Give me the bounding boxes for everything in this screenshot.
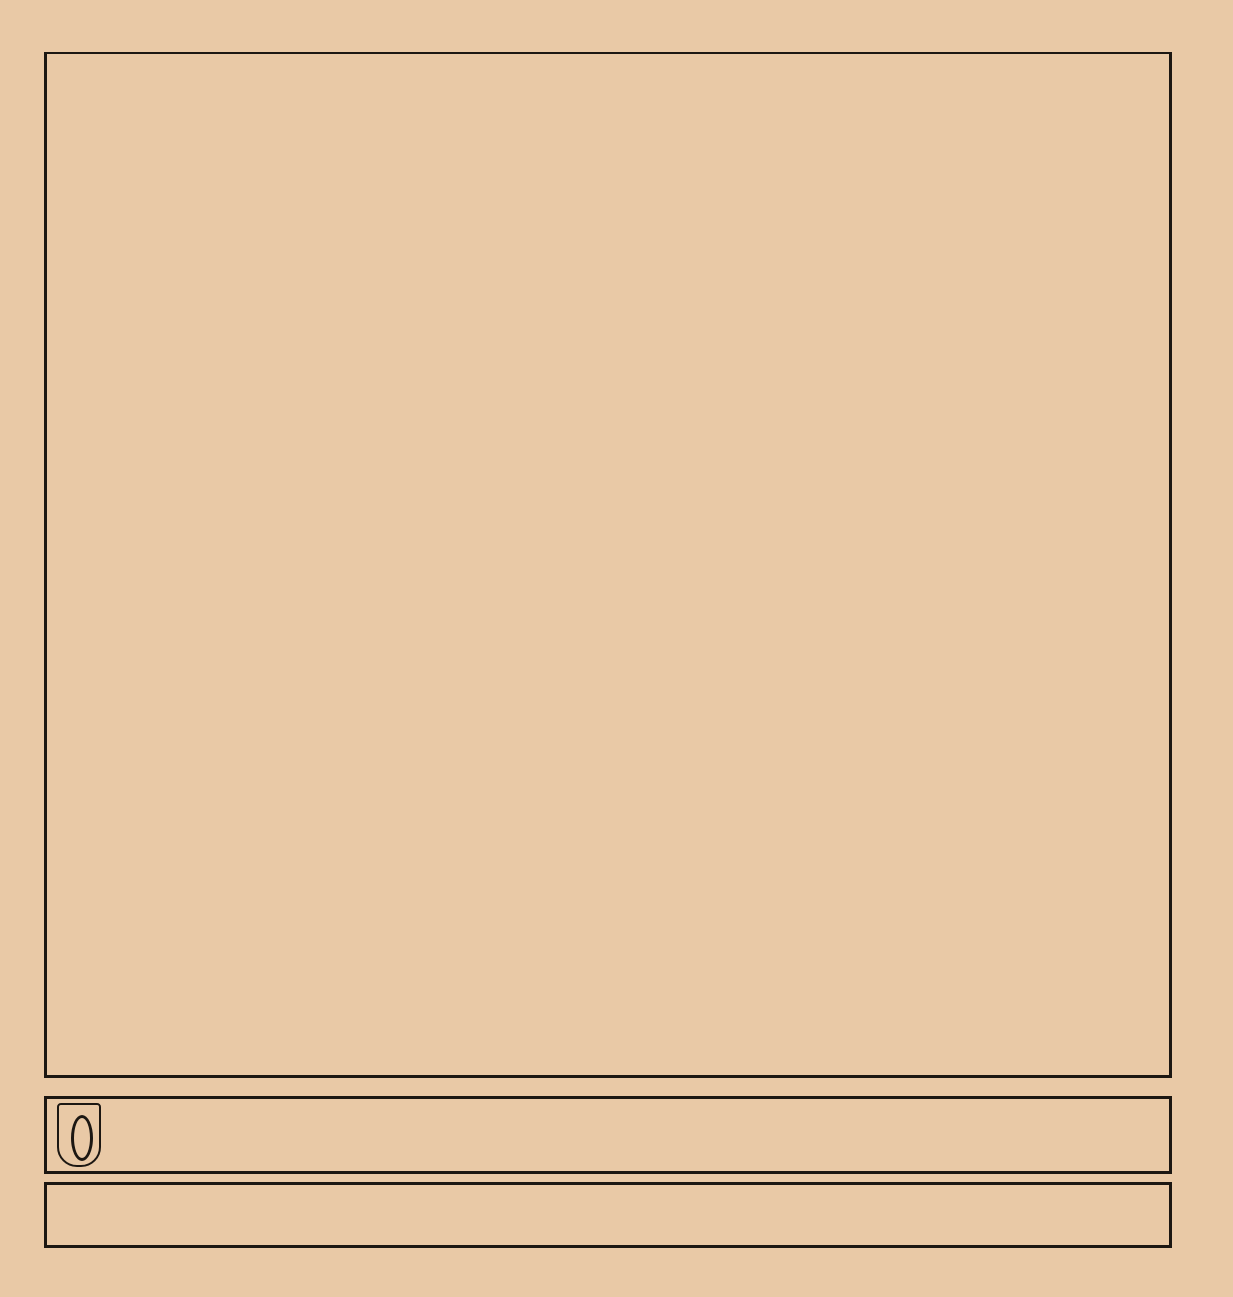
page-header bbox=[0, 18, 1233, 54]
ad2-proprietor bbox=[879, 1223, 919, 1237]
timetable-frame bbox=[44, 52, 1172, 1078]
ad2-modern bbox=[879, 1223, 919, 1237]
hotel-biscione-ad bbox=[44, 1096, 1172, 1174]
biscione-crest-icon bbox=[57, 1103, 101, 1167]
imperial-hotel-ad bbox=[44, 1182, 1172, 1248]
